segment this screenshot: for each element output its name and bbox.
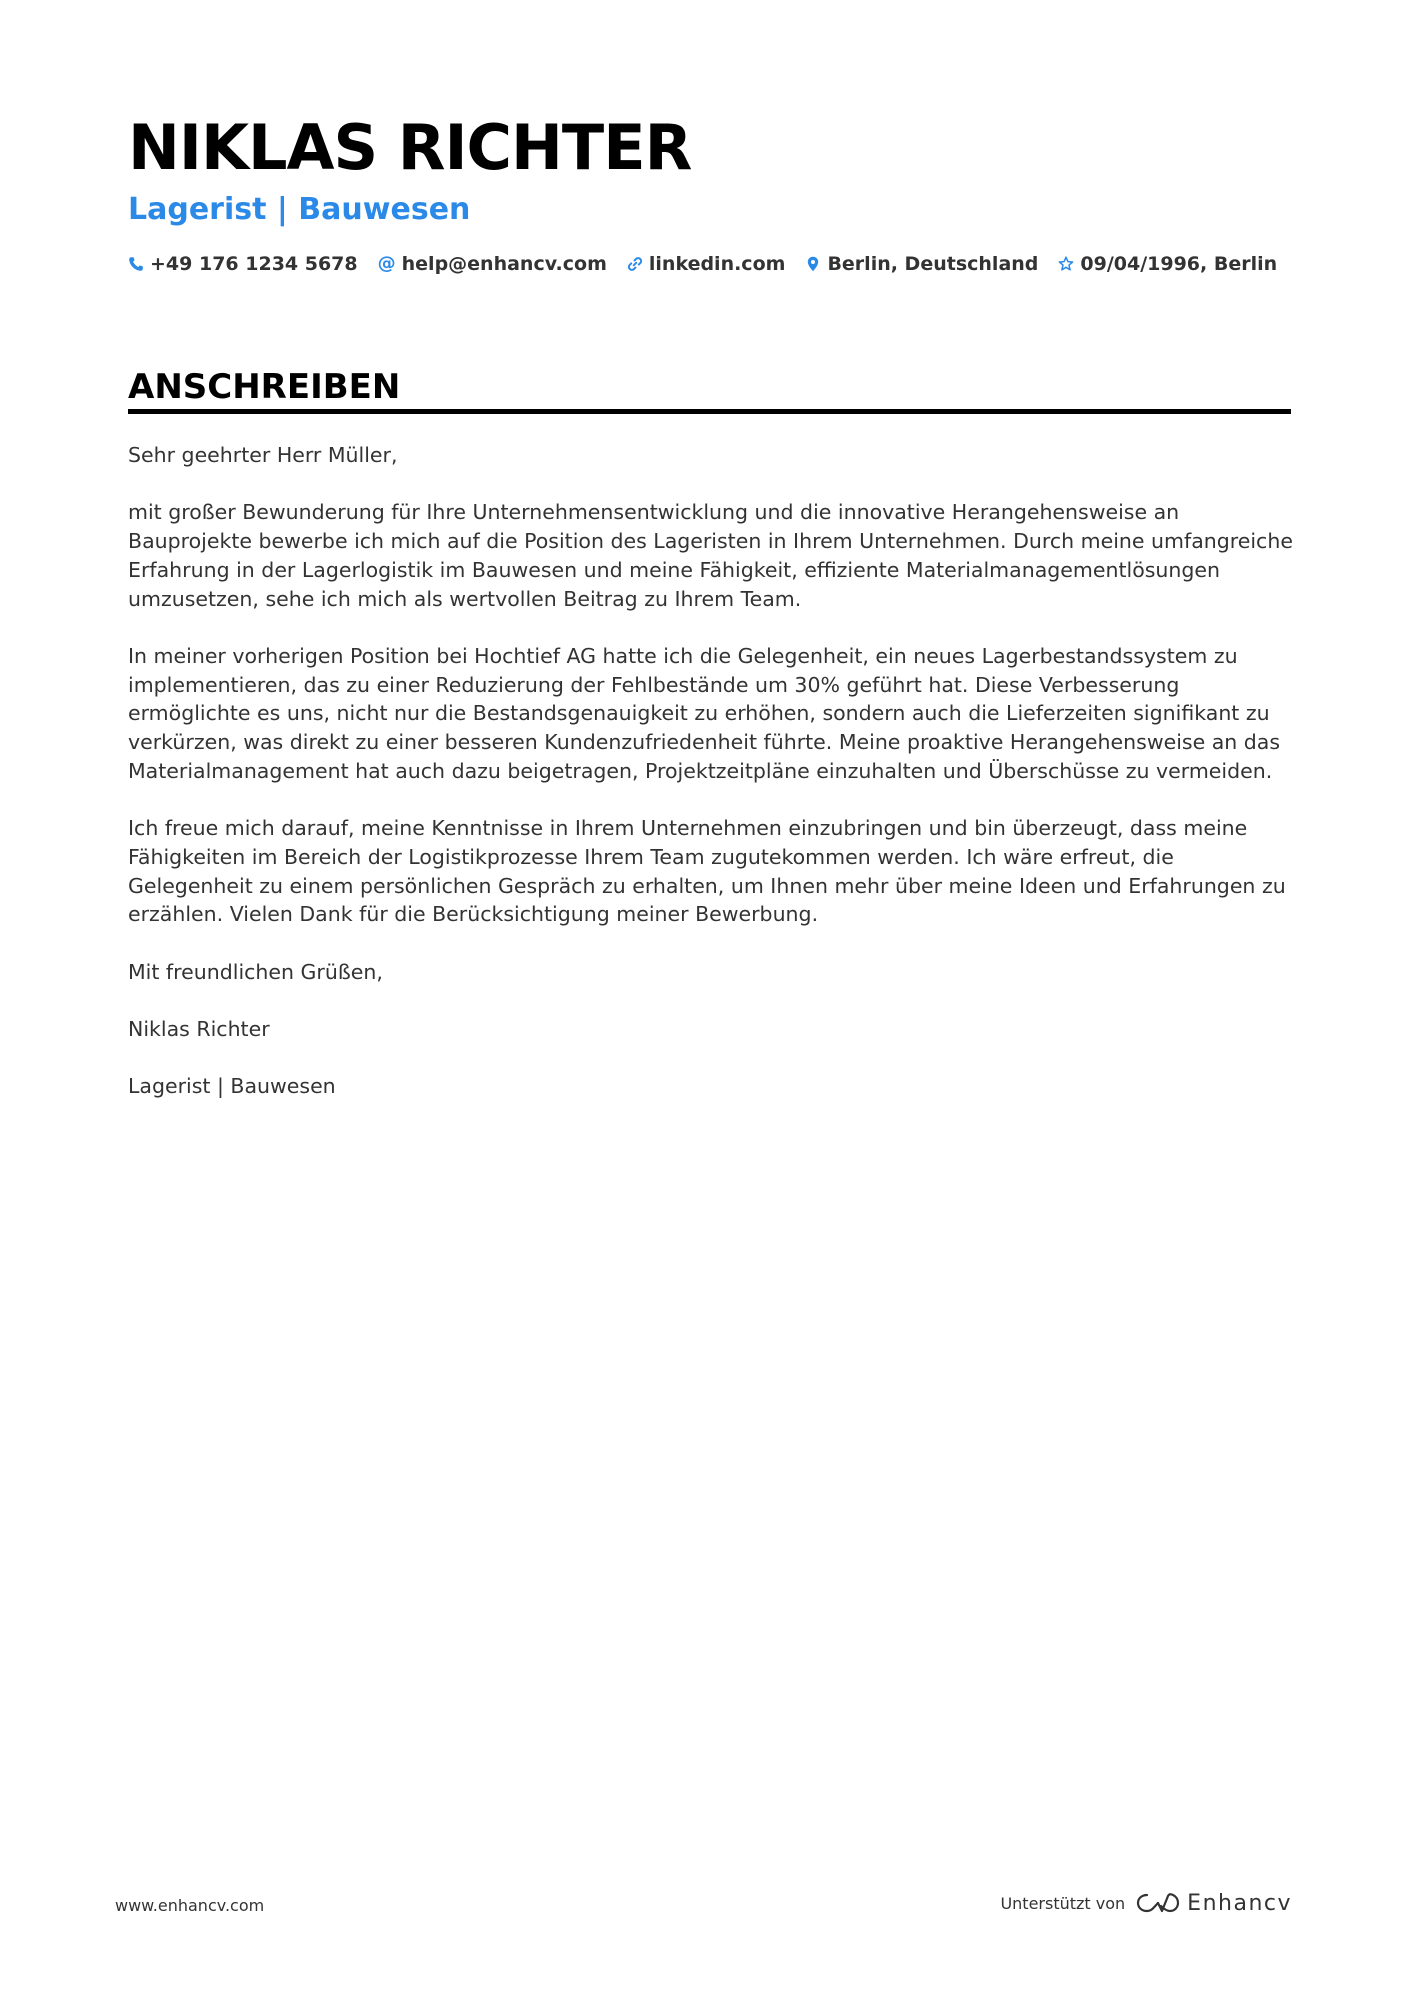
contact-bar: [128, 253, 1277, 275]
footer-url[interactable]: www.enhancv.com: [115, 1896, 265, 1915]
letter-paragraph: Ich freue mich darauf, meine Kenntnisse in Ihrem Unternehmen einzubringen und bin überzeugt, dass meine Fähigkeiten im Bereich der Logistikprozesse Ihrem Team zugutekommen werden. Ich wäre erfreut, die Gelegenheit zu einem persönlichen Gespräch zu erhalten, um Ihnen mehr über meine Ideen und Erfahrungen zu erzählen. Vielen Dank für die Berücksichtigung meiner Bewerbung.: [128, 816, 1286, 927]
contact-email-text: help@enhancv.com: [401, 253, 607, 275]
contact-phone: [128, 253, 358, 275]
contact-linkedin-text: linkedin.com: [648, 253, 786, 275]
location-pin-icon: [805, 256, 821, 272]
contact-birth-text: 09/04/1996, Berlin: [1080, 253, 1278, 275]
signature-title: Lagerist | Bauwesen: [128, 1074, 336, 1099]
infinity-logo-icon: [1135, 1890, 1181, 1916]
enhancv-logo[interactable]: [1135, 1890, 1292, 1916]
link-icon: [627, 256, 643, 272]
candidate-name: NIKLAS RICHTER: [128, 111, 692, 184]
letter-closing: Mit freundlichen Grüßen,: [128, 959, 383, 984]
phone-icon: [128, 256, 144, 272]
section-divider: [128, 409, 1291, 414]
letter-salutation: Sehr geehrter Herr Müller,: [128, 443, 398, 467]
letter-paragraph: mit großer Bewunderung für Ihre Unternehmensentwicklung und die innovative Herangehensweise an Bauprojekte bewerbe ich mich auf die Position des Lageristen in Ihrem Unternehmen. Durch meine umfangreiche Erfahrung in der Lagerlogistik im Bauwesen und meine Fähigkeit, effiziente Materialmanagementlösungen umzusetzen, sehe ich mich als wertvollen Beitrag zu Ihrem Team.: [128, 500, 1293, 611]
section-title: ANSCHREIBEN: [128, 367, 401, 407]
candidate-title: Lagerist | Bauwesen: [128, 192, 471, 227]
contact-location: [805, 253, 1038, 275]
contact-birth: [1058, 253, 1277, 275]
signature-name: Niklas Richter: [128, 1016, 270, 1041]
letter-body: [128, 441, 1303, 1130]
brand-name: Enhancv: [1187, 1890, 1292, 1916]
contact-linkedin: [627, 253, 786, 275]
at-icon: @: [377, 253, 396, 274]
contact-location-text: Berlin, Deutschland: [827, 253, 1039, 275]
contact-email: [378, 253, 607, 275]
letter-paragraph: In meiner vorherigen Position bei Hochtief AG hatte ich die Gelegenheit, ein neues Lagerbestandssystem zu implementieren, das zu einer Reduzierung der Fehlbestände um 30% geführt hat. Diese Verbesserung ermöglichte es uns, nicht nur die Bestandsgenauigkeit zu erhöhen, sondern auch die Lieferzeiten signifikant zu verkürzen, was direkt zu einer besseren Kundenzufriedenheit führte. Meine proaktive Herangehensweise an das Materialmanagement hat auch dazu beigetragen, Projektzeitpläne einzuhalten und Überschüsse zu vermeiden.: [128, 643, 1281, 783]
powered-by: [1000, 1890, 1292, 1916]
star-icon: [1058, 256, 1074, 272]
powered-by-label: Unterstützt von: [1000, 1893, 1126, 1913]
contact-phone-text: +49 176 1234 5678: [150, 253, 358, 275]
